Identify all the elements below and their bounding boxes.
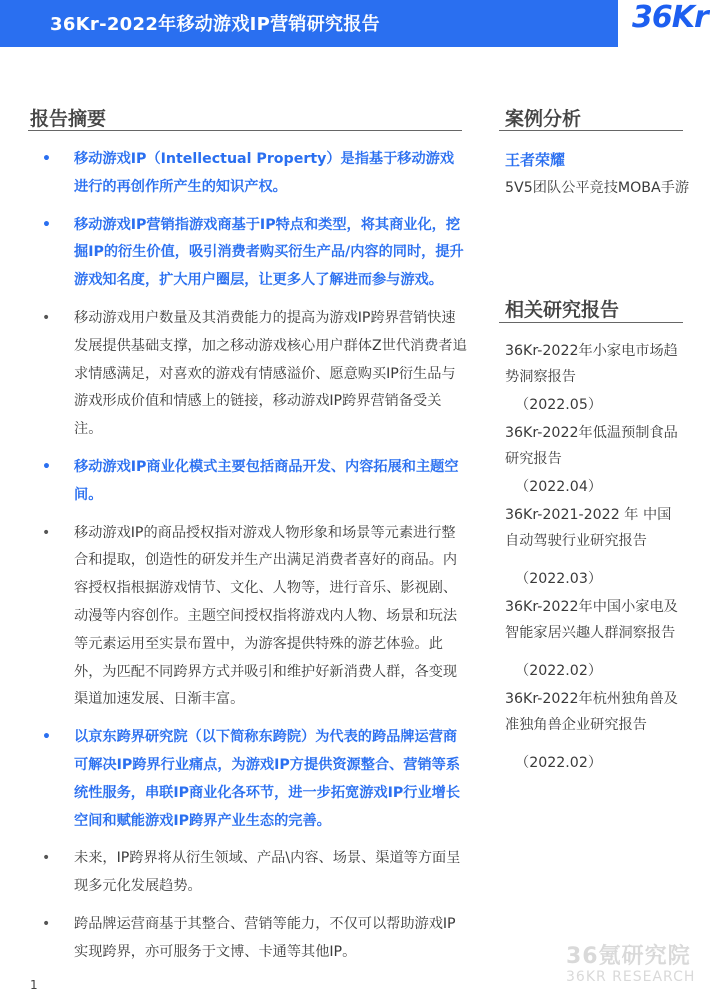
- related-reports-list: [505, 338, 685, 778]
- case-description: 5V5团队公平竞技MOBA手游: [505, 180, 690, 196]
- bullet-text: 未来，IP跨界将从衍生领域、产品\内容、场景、渠道等方面呈现多元化发展趋势。: [74, 850, 461, 895]
- bullet-text: 移动游戏IP的商品授权指对游戏人物形象和场景等元素进行整合和提取，创造性的研发并生产出满足消费者喜好的商品。内容授权指根据游戏情节、文化、人物等，进行音乐、影视剧、动漫等内容创作。主题空间授权指将游戏内人物、场景和玩法等元素运用至实景布置中，为游客提供特殊的游艺体验。此外，为匹配不同跨界方式并吸引和维护好新消费人群，各变现渠道加速发展、日渐丰富。: [74, 524, 458, 708]
- header-bar: [0, 0, 710, 47]
- reports-divider: [499, 322, 683, 323]
- logo-text: 36Kr: [632, 0, 708, 35]
- report-date: （2022.04）: [515, 479, 603, 495]
- bullet-dot-icon: •: [42, 524, 51, 541]
- report-title: 36Kr-2021-2022 年 中国自动驾驶行业研究报告: [505, 507, 672, 549]
- report-link[interactable]: [505, 594, 685, 684]
- summary-heading: 报告摘要: [30, 108, 107, 130]
- bullet-dot-icon: •: [42, 850, 51, 867]
- report-date: （2022.05）: [515, 397, 603, 413]
- summary-bullet: [28, 454, 468, 510]
- bullet-text: 移动游戏用户数量及其消费能力的提高为游戏IP跨界营销快速发展提供基础支撑，加之移动游戏核心用户群体Z世代消费者追求情感满足，对喜欢的游戏有情感溢价、愿意购买IP衍生品与游戏形成价值和情感上的链接，移动游戏IP跨界营销备受关注。: [74, 309, 467, 438]
- summary-bullet: [28, 520, 468, 715]
- reports-heading: 相关研究报告: [505, 299, 620, 321]
- bullet-text: 移动游戏IP（Intellectual Property）是指基于移动游戏进行的再创作所产生的知识产权。: [74, 151, 455, 195]
- watermark-cn: 36氪研究院: [566, 944, 691, 969]
- report-title: 36Kr-2022年移动游戏IP营销研究报告: [50, 14, 380, 35]
- watermark: [566, 946, 706, 984]
- bullet-text: 跨品牌运营商基于其整合、营销等能力，不仅可以帮助游戏IP实现跨界，亦可服务于文博、卡通等其他IP。: [74, 915, 456, 960]
- summary-bullet: [28, 724, 468, 835]
- bullet-dot-icon: •: [42, 458, 51, 475]
- summary-list: [28, 146, 468, 977]
- case-name: 王者荣耀: [505, 151, 566, 169]
- bullet-text: 移动游戏IP商业化模式主要包括商品开发、内容拓展和主题空间。: [74, 458, 459, 503]
- report-date: （2022.02）: [515, 663, 603, 679]
- bullet-text: 移动游戏IP营销指游戏商基于IP特点和类型，将其商业化，挖掘IP的衍生价值，吸引消费者购买衍生产品/内容的同时，提升游戏知名度，扩大用户圈层，让更多人了解进而参与游戏。: [74, 216, 464, 289]
- watermark-en: 36KR RESEARCH: [566, 969, 696, 985]
- summary-bullet: [28, 845, 468, 901]
- bullet-text: 以京东跨界研究院（以下简称东跨院）为代表的跨品牌运营商可解决IP跨界行业痛点，为游戏IP方提供资源整合、营销等系统性服务，串联IP商业化各环节，进一步拓宽游戏IP行业增长空间和赋能游戏IP跨界产业生态的完善。: [74, 729, 461, 829]
- report-link[interactable]: [505, 502, 685, 592]
- report-title: 36Kr-2022年低温预制食品研究报告: [505, 425, 678, 467]
- bullet-dot-icon: •: [42, 309, 51, 326]
- report-title: 36Kr-2022年中国小家电及智能家居兴趣人群洞察报告: [505, 599, 678, 641]
- brand-logo: [618, 0, 710, 47]
- bullet-dot-icon: •: [42, 915, 51, 932]
- case-heading: 案例分析: [505, 108, 582, 130]
- case-divider: [499, 130, 683, 131]
- bullet-dot-icon: •: [42, 216, 51, 233]
- report-title: 36Kr-2022年杭州独角兽及准独角兽企业研究报告: [505, 691, 678, 733]
- summary-bullet: [28, 911, 468, 967]
- report-date: （2022.03）: [515, 571, 603, 587]
- summary-divider: [28, 130, 462, 131]
- report-link[interactable]: [505, 420, 685, 500]
- report-link[interactable]: [505, 686, 685, 776]
- report-title: 36Kr-2022年小家电市场趋势洞察报告: [505, 343, 678, 385]
- bullet-dot-icon: •: [42, 151, 51, 167]
- report-link[interactable]: [505, 338, 685, 418]
- summary-bullet: [28, 212, 468, 295]
- summary-bullet: [28, 146, 468, 202]
- report-date: （2022.02）: [515, 755, 603, 771]
- summary-bullet: [28, 305, 468, 444]
- page-number: 1: [30, 978, 38, 992]
- bullet-dot-icon: •: [42, 729, 51, 746]
